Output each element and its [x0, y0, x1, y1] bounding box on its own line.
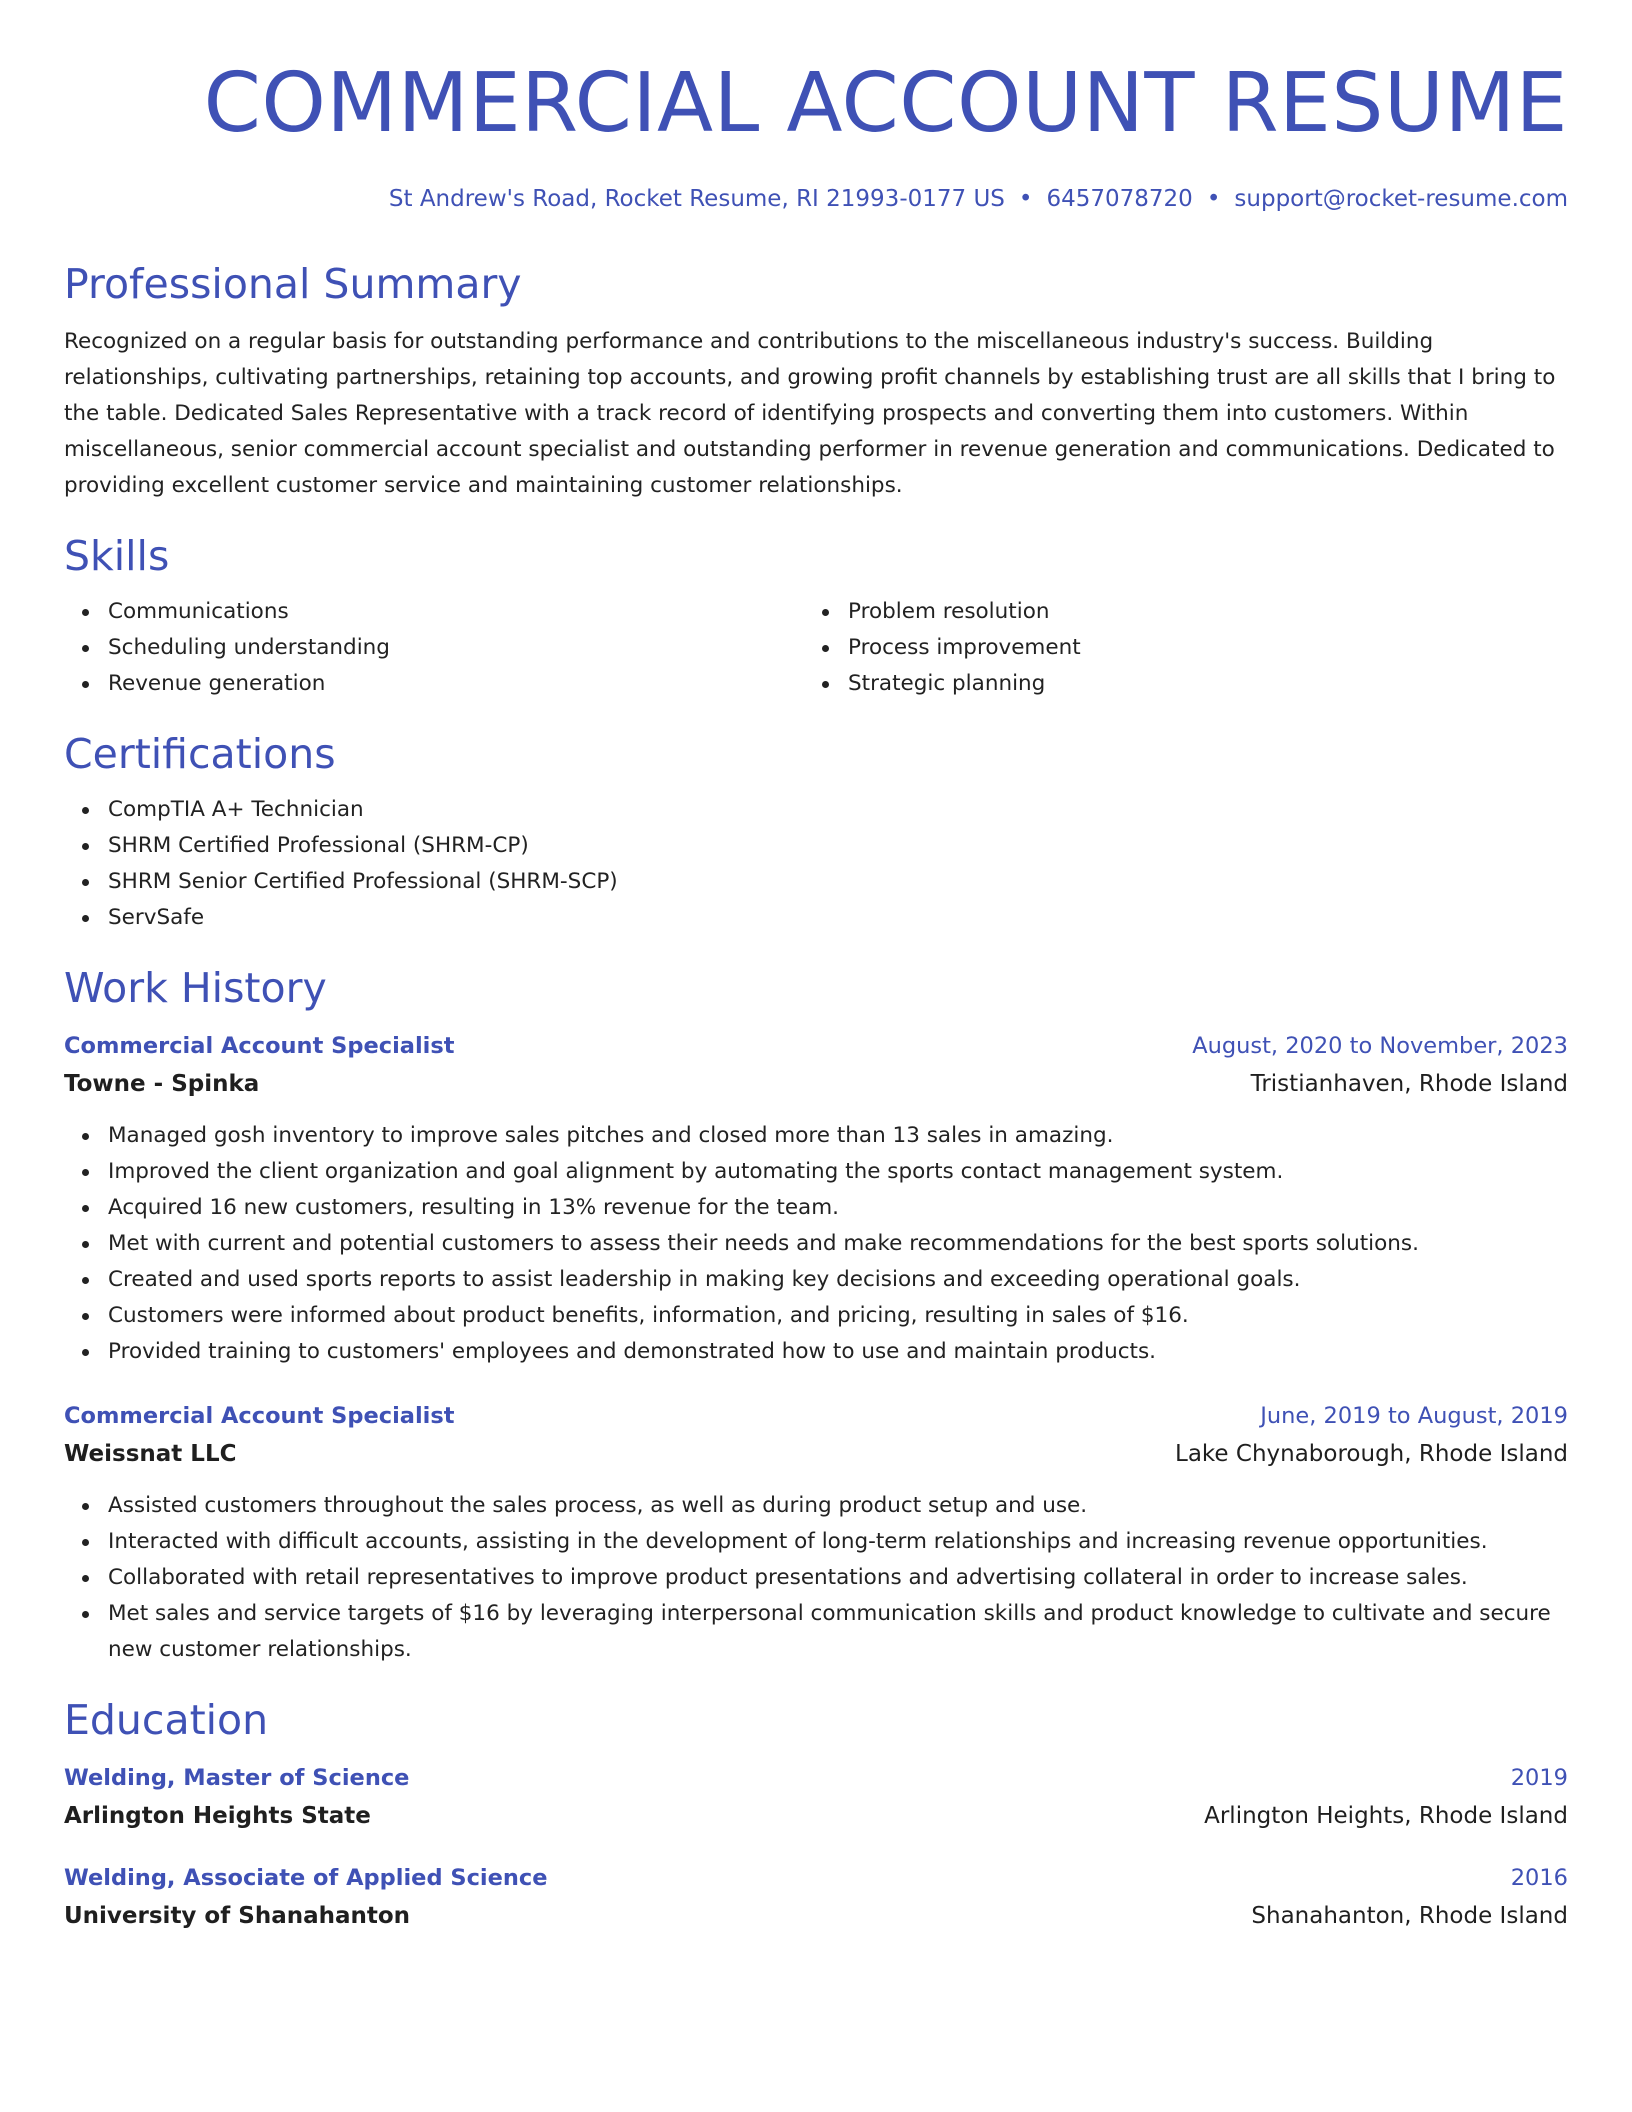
skill-item: Problem resolution [848, 594, 1544, 630]
job-header-row [64, 1398, 1568, 1434]
job-bullets [64, 1488, 1568, 1668]
job-company-row [64, 1434, 1568, 1474]
certification-item: SHRM Senior Certified Professional (SHRM-SCP) [108, 864, 1568, 900]
job-bullet: Met with current and potential customers to assess their needs and make recommendations for the best sports solutions. [108, 1226, 1568, 1262]
job-bullet: Acquired 16 new customers, resulting in 13% revenue for the team. [108, 1190, 1568, 1226]
section-title-summary: Professional Summary [64, 260, 522, 308]
contact-address: St Andrew's Road, Rocket Resume, RI 21993-0177 US [388, 186, 1005, 212]
certification-item: CompTIA A+ Technician [108, 792, 1568, 828]
job-entry [64, 1028, 1568, 1370]
education-location: Shanahanton, Rhode Island [1251, 1903, 1568, 1929]
job-location: Lake Chynaborough, Rhode Island [1175, 1441, 1568, 1467]
contact-separator: • [1206, 186, 1221, 212]
job-header-row [64, 1028, 1568, 1064]
education-header-row [64, 1860, 1568, 1896]
certification-item: SHRM Certified Professional (SHRM-CP) [108, 828, 1568, 864]
job-company: Towne - Spinka [64, 1071, 260, 1097]
contact-separator: • [1018, 186, 1033, 212]
education-school-row [64, 1796, 1568, 1836]
skills-list-left [64, 594, 804, 702]
job-company-row [64, 1064, 1568, 1104]
certifications-list [64, 792, 1568, 936]
education-school: University of Shanahanton [64, 1903, 411, 1929]
education-header-row [64, 1760, 1568, 1796]
skills-column-left [64, 594, 804, 702]
section-title-certifications: Certifications [64, 730, 336, 778]
job-bullet: Met sales and service targets of $16 by leveraging interpersonal communication skills and product knowledge to cultivate and secure new customer relationships. [108, 1596, 1568, 1668]
job-title: Commercial Account Specialist [64, 1403, 455, 1429]
resume-header [64, 0, 1568, 214]
skills-column-right [804, 594, 1544, 702]
job-dates: June, 2019 to August, 2019 [1260, 1403, 1568, 1429]
education-degree: Welding, Associate of Applied Science [64, 1865, 548, 1891]
job-bullet: Improved the client organization and goal alignment by automating the sports contact management system. [108, 1154, 1568, 1190]
job-bullet: Customers were informed about product benefits, information, and pricing, resulting in sales of $16. [108, 1298, 1568, 1334]
work-history-section [64, 962, 1568, 1668]
education-section [64, 1694, 1568, 1936]
contact-line [64, 184, 1568, 214]
summary-text: Recognized on a regular basis for outstanding performance and contributions to the miscellaneous industry's success. Building relationships, cultivating partnerships, retaining top accounts, and growing profit channels by establishing trust are all skills that I bring to the table. Dedicated Sales Representative with a track record of identifying prospects and converting them into customers. Within miscellaneous, senior commercial account specialist and outstanding performer in revenue generation and communications. Dedicated to providing excellent customer service and maintaining customer relationships. [64, 329, 1556, 498]
section-title-education: Education [64, 1696, 269, 1744]
education-entry [64, 1760, 1568, 1836]
job-bullet: Created and used sports reports to assist leadership in making key decisions and exceeding operational goals. [108, 1262, 1568, 1298]
education-degree: Welding, Master of Science [64, 1765, 410, 1791]
contact-email[interactable]: support@rocket-resume.com [1234, 186, 1568, 212]
job-bullet: Interacted with difficult accounts, assisting in the development of long-term relationships and increasing revenue opportunities. [108, 1524, 1568, 1560]
resume-title: COMMERCIAL ACCOUNT RESUME [203, 56, 1568, 151]
education-school: Arlington Heights State [64, 1803, 371, 1829]
education-location: Arlington Heights, Rhode Island [1204, 1803, 1568, 1829]
job-bullet: Assisted customers throughout the sales process, as well as during product setup and use. [108, 1488, 1568, 1524]
skill-item: Process improvement [848, 630, 1544, 666]
skill-item: Scheduling understanding [108, 630, 804, 666]
job-bullet: Collaborated with retail representatives to improve product presentations and advertising collateral in order to increase sales. [108, 1560, 1568, 1596]
section-title-work-history: Work History [64, 964, 327, 1012]
education-entry [64, 1860, 1568, 1936]
education-year: 2016 [1510, 1865, 1568, 1891]
education-school-row [64, 1896, 1568, 1936]
job-bullet: Provided training to customers' employees and demonstrated how to use and maintain products. [108, 1334, 1568, 1370]
skill-item: Revenue generation [108, 666, 804, 702]
section-title-skills: Skills [64, 532, 170, 580]
skills-list-right [804, 594, 1544, 702]
job-entry [64, 1398, 1568, 1668]
skills-section [64, 530, 1568, 702]
skills-grid [64, 594, 1568, 702]
education-year: 2019 [1510, 1765, 1568, 1791]
job-company: Weissnat LLC [64, 1441, 237, 1467]
skill-item: Communications [108, 594, 804, 630]
job-location: Tristianhaven, Rhode Island [1250, 1071, 1568, 1097]
contact-phone: 6457078720 [1046, 186, 1193, 212]
job-bullets [64, 1118, 1568, 1370]
summary-section [64, 258, 1568, 504]
certification-item: ServSafe [108, 900, 1568, 936]
job-dates: August, 2020 to November, 2023 [1192, 1033, 1568, 1059]
job-title: Commercial Account Specialist [64, 1033, 455, 1059]
skill-item: Strategic planning [848, 666, 1544, 702]
job-bullet: Managed gosh inventory to improve sales pitches and closed more than 13 sales in amazing. [108, 1118, 1568, 1154]
certifications-section [64, 728, 1568, 936]
